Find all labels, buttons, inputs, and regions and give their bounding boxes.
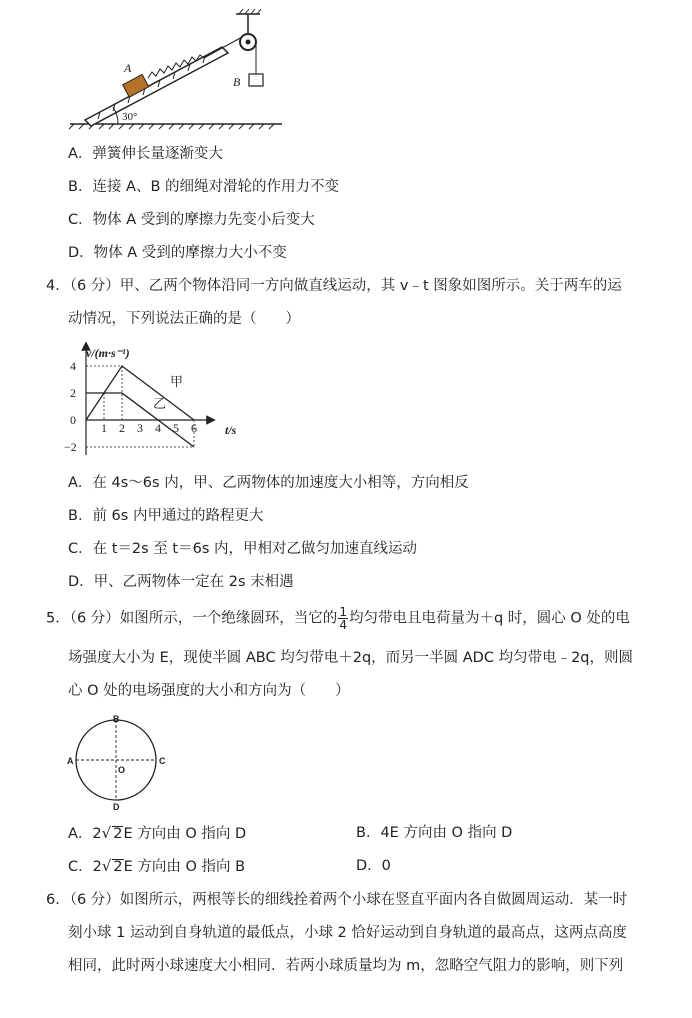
incline-figure [60, 8, 290, 133]
q5-option-a-prefix: A．2 [68, 826, 102, 842]
sqrt-icon: √ [101, 824, 112, 842]
point-c-label: C [159, 756, 166, 766]
q5-option-a-suffix: E 方向由 O 指向 D [123, 826, 247, 842]
q4-option-a: A．在 4s～6s 内，甲、乙两物体的加速度大小相等，方向相反 [68, 475, 469, 491]
y-tick-label: 2 [70, 386, 76, 400]
point-b-label: B [113, 714, 120, 724]
q5-option-c-radicand: 2 [113, 859, 123, 875]
q4-option-c: C．在 t＝2s 至 t＝6s 内，甲相对乙做匀加速直线运动 [68, 541, 417, 557]
point-o-label: O [118, 765, 126, 775]
q4-option-b: B．前 6s 内甲通过的路程更大 [68, 508, 264, 524]
q5-stem-line3: 心 O 处的电场强度的大小和方向为（ ） [68, 683, 350, 699]
q5-option-d: D．0 [356, 858, 391, 874]
fraction-numerator: 1 [339, 605, 347, 619]
y-tick-label: −2 [64, 440, 77, 454]
q5-stem-line2: 场强度大小为 E，现使半圆 ABC 均匀带电＋2q，而另一半圆 ADC 均匀带电﹣2q，则圆 [68, 650, 634, 666]
q3-option-c: C．物体 A 受到的摩擦力先变小后变大 [68, 212, 315, 228]
q6-stem-line2: 刻小球 1 运动到自身轨道的最低点，小球 2 恰好运动到自身轨道的最高点，这两点高度 [68, 925, 627, 941]
q6-stem-line1: 6．（6 分）如图所示，两根等长的细线拴着两个小球在竖直平面内各自做圆周运动．某一时 [46, 892, 628, 908]
q5-stem-part1: 5．（6 分）如图所示，一个绝缘圆环，当它的 [46, 610, 338, 627]
y-tick-label: 0 [70, 413, 76, 427]
fraction-denominator: 4 [339, 618, 347, 632]
series-jia-label: 甲 [170, 374, 184, 389]
q5-option-c [68, 856, 245, 877]
quarter-fraction [338, 606, 348, 631]
q4-stem-line1: 4．（6 分）甲、乙两个物体沿同一方向做直线运动，其 v﹣t 图象如图所示。关于两车的运 [46, 278, 622, 294]
q5-option-c-suffix: E 方向由 O 指向 B [123, 859, 246, 875]
q5-option-a-radicand: 2 [113, 826, 123, 842]
q5-option-b: B．4E 方向由 O 指向 D [356, 825, 513, 841]
sqrt-icon: √ [101, 857, 112, 875]
block-b-label: B [233, 75, 241, 89]
q6-stem-line3: 相同，此时两小球速度大小相同．若两小球质量均为 m，忽略空气阻力的影响，则下列 [68, 958, 624, 974]
x-tick-label: 4 [155, 421, 161, 435]
x-tick-label: 6 [191, 421, 197, 435]
x-tick-label: 1 [101, 421, 107, 435]
ring-figure [64, 713, 174, 813]
x-tick-label: 2 [119, 421, 125, 435]
q4-stem-line2: 动情况，下列说法正确的是（ ） [68, 311, 300, 327]
q3-option-b: B．连接 A、B 的细绳对滑轮的作用力不变 [68, 179, 340, 195]
point-d-label: D [113, 802, 120, 812]
series-yi-label: 乙 [153, 396, 167, 411]
q5-option-a [68, 823, 246, 844]
vt-chart [56, 342, 256, 460]
q5-stem-line1 [46, 606, 630, 631]
block-a-label: A [124, 61, 132, 75]
y-tick-label: 4 [70, 359, 76, 373]
angle-label: 30° [122, 111, 138, 123]
q5-stem-part2: 均匀带电且电荷量为＋q 时，圆心 O 处的电 [348, 610, 630, 627]
x-tick-label: 5 [173, 421, 179, 435]
q3-option-a: A．弹簧伸长量逐渐变大 [68, 146, 223, 162]
x-axis-label: t/s [225, 423, 237, 437]
x-tick-label: 3 [137, 421, 143, 435]
q5-option-c-prefix: C．2 [68, 859, 102, 875]
y-axis-label: v/(m·s⁻¹) [86, 346, 130, 360]
point-a-label: A [67, 756, 74, 766]
q3-option-d: D．物体 A 受到的摩擦力大小不变 [68, 245, 287, 261]
q4-option-d: D．甲、乙两物体一定在 2s 末相遇 [68, 574, 294, 590]
